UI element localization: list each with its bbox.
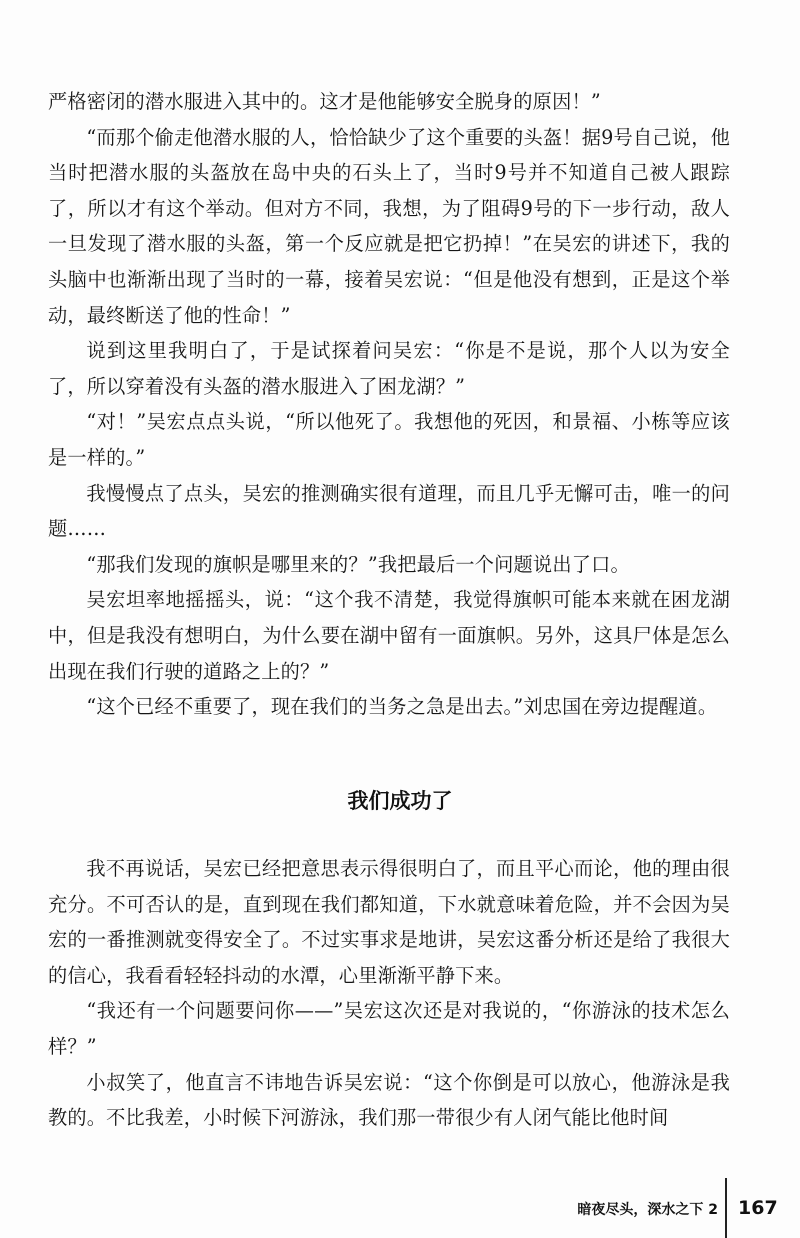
paragraph: 说到这里我明白了，于是试探着问吴宏：“你是不是说，那个人以为安全了，所以穿着没有头盔的潜水服进入了困龙湖？” [48,339,730,398]
running-footer-title: 暗夜尽头，深水之下 2 [577,1202,718,1218]
paragraph: 吴宏坦率地摇摇头，说：“这个我不清楚，我觉得旗帜可能本来就在困龙湖中，但是我没有想明白，为什么要在湖中留有一面旗帜。另外，这具尸体是怎么出现在我们行驶的道路之上的？” [48,588,730,683]
page-number: 167 [738,1197,778,1219]
paragraph: “那我们发现的旗帜是哪里来的？”我把最后一个问题说出了口。 [86,552,630,576]
paragraph: “这个已经不重要了，现在我们的当务之急是出去。”刘忠国在旁边提醒道。 [86,695,718,719]
paragraph: 我慢慢点了点头，吴宏的推测确实很有道理，而且几乎无懈可击，唯一的问题…… [48,481,730,541]
body-text-lower [48,851,730,1136]
body-text-upper [48,84,730,725]
paragraph: “而那个偷走他潜水服的人，恰恰缺少了这个重要的头盔！据9号自己说，他当时把潜水服的头盔放在岛中央的石头上了，当时9号并不知道自己被人跟踪了，所以才有这个举动。但对方不同，我想，为了阻碍9号的下一步行动，敌人一旦发现了潜水服的头盔，第一个反应就是把它扔掉！”在吴宏的讲述下，我的头脑中也渐渐出现了当时的一幕，接着吴宏说：“但是他没有想到，正是这个举动，最终断送了他的性命！” [48,125,730,327]
paragraph: 我不再说话，吴宏已经把意思表示得很明白了，而且平心而论，他的理由很充分。不可否认的是，直到现在我们都知道，下水就意味着危险，并不会因为吴宏的一番推测就变得安全了。不过实事求是地讲，吴宏这番分析还是给了我很大的信心，我看看轻轻抖动的水潭，心里渐渐平静下来。 [48,857,730,987]
paragraph: 小叔笑了，他直言不讳地告诉吴宏说：“这个你倒是可以放心，他游泳是我教的。不比我差，小时候下河游泳，我们那一带很少有人闭气能比他时间 [48,1070,730,1130]
section-title: 我们成功了 [347,789,453,813]
paragraph: “我还有一个问题要问你——”吴宏这次还是对我说的，“你游泳的技术怎么样？” [48,999,730,1058]
paragraph: 严格密闭的潜水服进入其中的。这才是他能够安全脱身的原因！” [48,90,601,113]
paragraph: “对！”吴宏点点头说，“所以他死了。我想他的死因，和景福、小栋等应该是一样的。” [48,410,730,469]
footer-divider [725,1178,727,1238]
